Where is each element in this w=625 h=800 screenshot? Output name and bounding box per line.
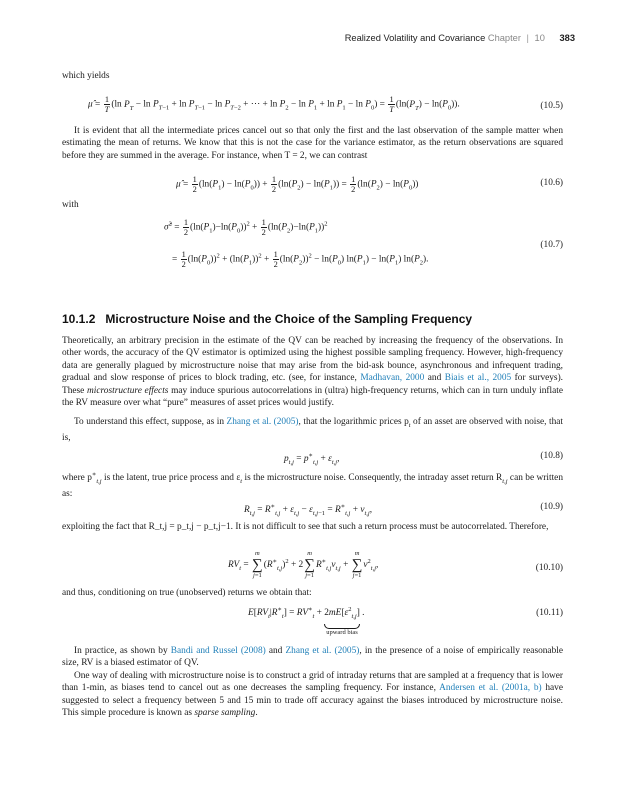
section-title: Microstructure Noise and the Choice of the Sampling Frequency bbox=[105, 312, 473, 326]
paragraph-2: Theoretically, an arbitrary precision in the estimate of the QV can be reached by increasing the frequency of the observations. In other words, the accuracy of the QV estimator is optimized using the highest possible sampling frequency. However, high-frequency data are generally plagued by microstructure noise that may arise from the bid-ask bounce, asynchronous and infrequent trading, gradual and slow response of prices to block trading, etc. (see, for instance, Madhavan, 2000 and Biais et al., 2005 for surveys). These microstructure effects may induce spurious autocorrelations in (ultra) high-frequency returns, which can in turn unduly inflate the RV measure over what “pure” measures of asset prices would justify. bbox=[62, 336, 564, 409]
section-number: 10.1.2 bbox=[62, 312, 96, 326]
equation-number: (10.9) bbox=[540, 502, 563, 512]
with-text: with bbox=[62, 200, 79, 210]
citation-link[interactable]: Biais et al., 2005 bbox=[444, 373, 512, 384]
header-separator: | bbox=[526, 33, 529, 43]
header-title: Realized Volatility and Covariance bbox=[344, 33, 486, 43]
citation-link[interactable]: Bandi and Russel (2008) bbox=[170, 646, 266, 656]
paragraph-1: It is evident that all the intermediate prices cancel out so that only the first and the last observation of the sample matter when estimating the mean of returns. We know that this is not the case for the variance estimator, as the return observations are squared before they are summed in the average. For instance, when T = 2, we can contrast bbox=[62, 126, 563, 161]
equation-10-11: $E[RV_t|R^∗_t] = RV^∗_t + 2mE[\varepsilon^2_{t,j}]$ upward bias . bbox=[248, 606, 365, 636]
equation-10-5: μ̂ = $\frac{1}{T}$ (ln $P_T - \ln P_{T-1} + \ln P_{T-1} - \ln P_{T-2}$ + ⋯ + $\ln P_2 - \ln P_1 + \ln P_1 - \ln P_0$) = $\frac{1}{T}$ $(\ln(P_T) - \ln(P_0))$. bbox=[88, 95, 460, 114]
upward-bias-label: upward bias bbox=[326, 628, 358, 636]
citation-link[interactable]: Madhavan, 2000 bbox=[360, 373, 425, 384]
which-yields-text: which yields bbox=[62, 71, 110, 81]
upward-bias-brace: $2mE[\varepsilon^2_{t,j}]$ upward bias bbox=[324, 606, 360, 636]
running-header bbox=[345, 33, 575, 43]
equation-number: (10.7) bbox=[540, 240, 563, 250]
paragraph-8: One way of dealing with microstructure noise is to construct a grid of intraday returns that are sampled at a frequency that is lower than 1-min, as biases tend to cancel out as one decreases the sampling frequency. For instance, Andersen et al. (2001a, b) have suggested to select a frequency between 5 and 15 min to trade off accuracy against the biases introduced by microstructure noise. This simple procedure is known as sparse sampling. bbox=[62, 671, 563, 719]
equation-10-8: $p_{t,j} = p^∗_{t,j} + \varepsilon_{t,j}$, bbox=[284, 452, 340, 466]
equation-number: (10.8) bbox=[540, 451, 563, 461]
equation-number: (10.5) bbox=[540, 101, 563, 111]
citation-link[interactable]: Zhang et al. (2005) bbox=[285, 646, 360, 656]
header-chapter: Chapter bbox=[487, 33, 521, 43]
paragraph-7: In practice, as shown by Bandi and Russel (2008) and Zhang et al. (2005), in the presence of a noise of empirically reasonable size, RV is a biased estimator of QV. bbox=[62, 646, 563, 669]
equation-10-7-line2: = $\frac{1}{2}$ $(\ln(P_0))^2 + (\ln(P_1))^2$ + $\frac{1}{2}$ $(\ln(P_2))^2 - \ln(P_0) \ln(P_1) - \ln(P_1)$ $\ln(P_2)$. bbox=[172, 250, 429, 269]
equation-10-6: μ̂ = $\frac{1}{2}$ $(\ln(P_1) - \ln(P_0))$ + $\frac{1}{2}$ $(\ln(P_2) - \ln(P_1))$ = $\frac{1}{2}$ $(\ln(P_2) - \ln(P_0))$ bbox=[176, 175, 419, 194]
equation-number: (10.11) bbox=[536, 608, 563, 618]
equation-number: (10.10) bbox=[535, 563, 563, 573]
equation-10-7-line1: σ̂$^2$ = $\frac{1}{2}$ $(\ln(P_1)-\ln(P_0))^2$ + $\frac{1}{2}$ $(\ln(P_2)-\ln(P_1))^2$ bbox=[164, 218, 328, 237]
paragraph-6: and thus, conditioning on true (unobserved) returns we obtain that: bbox=[62, 588, 312, 598]
paragraph-4: where $p^∗_{t,j}$ is the latent, true price process and $\varepsilon_t$ is the microstructure noise. Consequently, the intraday asset return $R_{t,j}$ can be written as: bbox=[62, 471, 564, 500]
section-heading bbox=[62, 312, 472, 326]
equation-10-10: $RV_t = m$ ∑ $j=1(R^∗_{t,j})^2 + 2m$ ∑ $j=1R^∗_{t,j}\nu_{t,j} + m$ ∑ $j=1\nu^2_{t,j}$, bbox=[228, 550, 379, 579]
page-number: 383 bbox=[559, 33, 575, 43]
citation-link[interactable]: Zhang et al. (2005) bbox=[226, 417, 299, 427]
header-chapter-number: 10 bbox=[534, 33, 545, 43]
equation-number: (10.6) bbox=[540, 178, 563, 188]
citation-link[interactable]: Andersen et al. (2001a, b) bbox=[439, 683, 542, 694]
paragraph-5: exploiting the fact that R_t,j = p_t,j − p_t,j−1. It is not difficult to see that such a return process must be autocorrelated. Therefore, bbox=[62, 522, 549, 532]
equation-10-9: $R_{t,j} = R^∗_{t,j} + \varepsilon_{t,j} - \varepsilon_{t,j-1} = R^∗_{t,j} + \nu_{t,j}$, bbox=[244, 503, 373, 517]
paragraph-3: To understand this effect, suppose, as in Zhang et al. (2005), that the logarithmic prices $p_t$ of an asset are observed with noise, that is, bbox=[62, 417, 563, 444]
